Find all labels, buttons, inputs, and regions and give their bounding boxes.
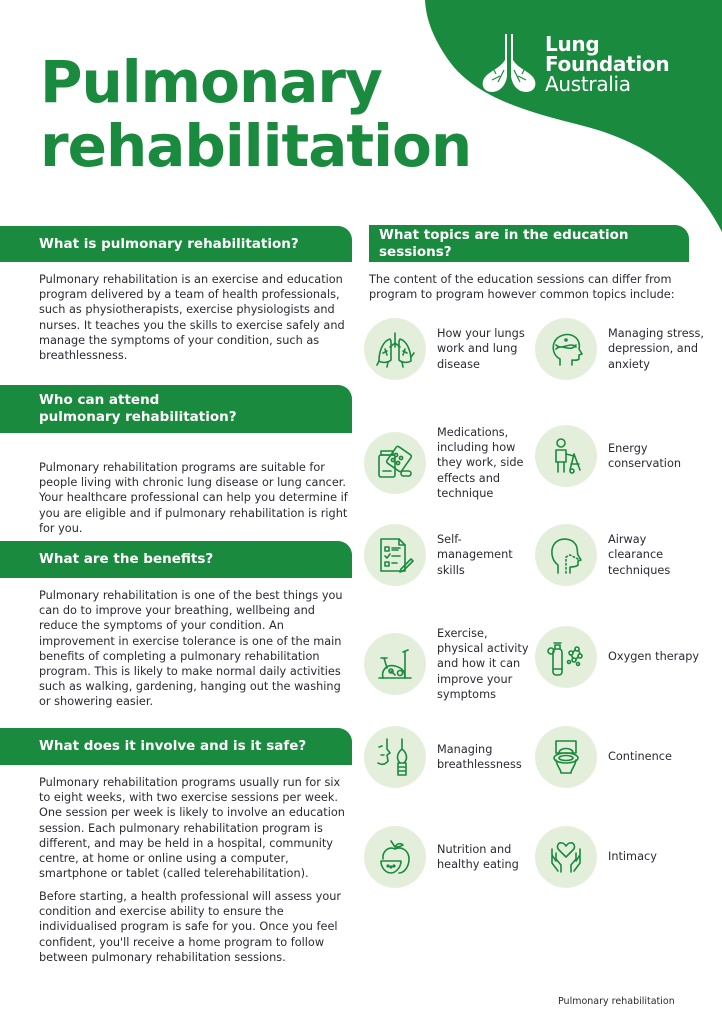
- topic-item: [364, 726, 533, 788]
- oxygen-cylinder-icon: [544, 635, 588, 679]
- topic-label: Oxygen therapy: [608, 650, 700, 664]
- topic-label: Intimacy: [608, 850, 657, 864]
- topic-item: [364, 425, 533, 501]
- section-heading-education-topics: [369, 225, 689, 262]
- topic-label: Self-management skills: [437, 533, 513, 577]
- topic-label: Continence: [608, 750, 672, 764]
- head-stress-icon: [544, 327, 588, 371]
- topic-label: Nutrition and healthy eating: [437, 842, 519, 871]
- topic-label: How your lungs work and lung disease: [437, 327, 525, 371]
- section-heading-what-is: [0, 226, 352, 262]
- topic-label: Airway clearance techniques: [608, 533, 671, 577]
- heading-text-line1: Who can attend: [39, 392, 160, 408]
- heading-text: What is pulmonary rehabilitation?: [39, 235, 299, 252]
- heading-text-line2: pulmonary rehabilitation?: [39, 409, 237, 425]
- section-body-benefits: Pulmonary rehabilitation is one of the best things you can do to improve your breathing, wellbeing and reduce the symptoms of your condition. An improvement in exercise tolerance is one of the main benefits of completing a pulmonary rehabilitation program. This is likely to make normal daily activities such as walking, gardening, hanging out the washing or showering easier.: [39, 589, 343, 709]
- topic-item: [364, 826, 533, 888]
- topic-item: [535, 425, 704, 487]
- page-title: [40, 50, 471, 178]
- face-breathing-icon: [373, 735, 417, 779]
- education-intro: The content of the education sessions can differ from program to program however common topics include:: [369, 273, 675, 302]
- exercise-bike-icon: [373, 642, 417, 686]
- apple-icon: [373, 835, 417, 879]
- medication-icon: [373, 441, 417, 485]
- topic-item: [535, 318, 704, 380]
- section-heading-benefits: [0, 541, 352, 578]
- lungs-icon: [373, 327, 417, 371]
- checklist-icon: [373, 533, 417, 577]
- page-title-line1: Pulmonary: [40, 48, 382, 116]
- topic-label: Medications, including how they work, side effects and technique: [437, 426, 524, 500]
- section-body-who-can-attend: Pulmonary rehabilitation programs are suitable for people living with chronic lung disease or lung cancer. Your healthcare professional can help you determine if you are eligible and if pulmonary rehabilitation is right for you.: [39, 461, 348, 535]
- topic-item: [364, 524, 533, 586]
- section-body-what-is: Pulmonary rehabilitation is an exercise and education program delivered by a team of health professionals, such as physiotherapists, exercise physiologists and nurses. It teaches you the skills to exercise safely and manage the symptoms of your condition, such as breathlessness.: [39, 273, 345, 363]
- topic-label: Energy conservation: [608, 441, 682, 470]
- head-airway-icon: [544, 533, 588, 577]
- topic-item: [535, 726, 704, 788]
- section-heading-involve-safe: [0, 728, 352, 765]
- footer-text: Pulmonary rehabilitation: [558, 996, 675, 1007]
- topic-label: Exercise, physical activity and how it can improve your symptoms: [437, 627, 529, 701]
- topic-item: [535, 626, 704, 688]
- topic-label: Managing breathlessness: [437, 742, 522, 771]
- topic-item: [535, 826, 704, 888]
- page-title-line2: rehabilitation: [40, 112, 472, 180]
- section-body-involve-safe-1: Pulmonary rehabilitation programs usually run for six to eight weeks, with two exercise sessions per week. One session per week is likely to involve an education session. Each pulmonary rehabilitation program is different, and may be held in a hospital, community centre, at home or online using a computer, smartphone or tablet (called telerehabilitation).: [39, 776, 345, 881]
- toilet-icon: [544, 735, 588, 779]
- topic-item: [364, 318, 533, 380]
- lung-foundation-logo: [478, 30, 669, 98]
- section-body-involve-safe-2: Before starting, a health professional will assess your condition and exercise ability to ensure the individualised program is safe for you. Once you feel confident, you'll receive a home program to follow between pulmonary rehabilitation sessions.: [39, 890, 342, 964]
- topic-label: Managing stress, depression, and anxiety: [608, 327, 705, 371]
- section-heading-who-can-attend: [0, 385, 352, 433]
- walker-person-icon: [544, 434, 588, 478]
- heading-text: What does it involve and is it safe?: [39, 738, 307, 754]
- topic-item: [364, 626, 533, 702]
- hands-heart-icon: [544, 835, 588, 879]
- logo-text-australia: Australia: [545, 72, 631, 96]
- topic-item: [535, 524, 704, 586]
- heading-text: What are the benefits?: [39, 551, 214, 567]
- lungs-logo-icon: [478, 30, 540, 98]
- logo-text-lung: Lung: [545, 32, 600, 56]
- heading-text: What topics are in the education sessions?: [379, 226, 629, 260]
- logo-text-foundation: Foundation: [545, 52, 670, 76]
